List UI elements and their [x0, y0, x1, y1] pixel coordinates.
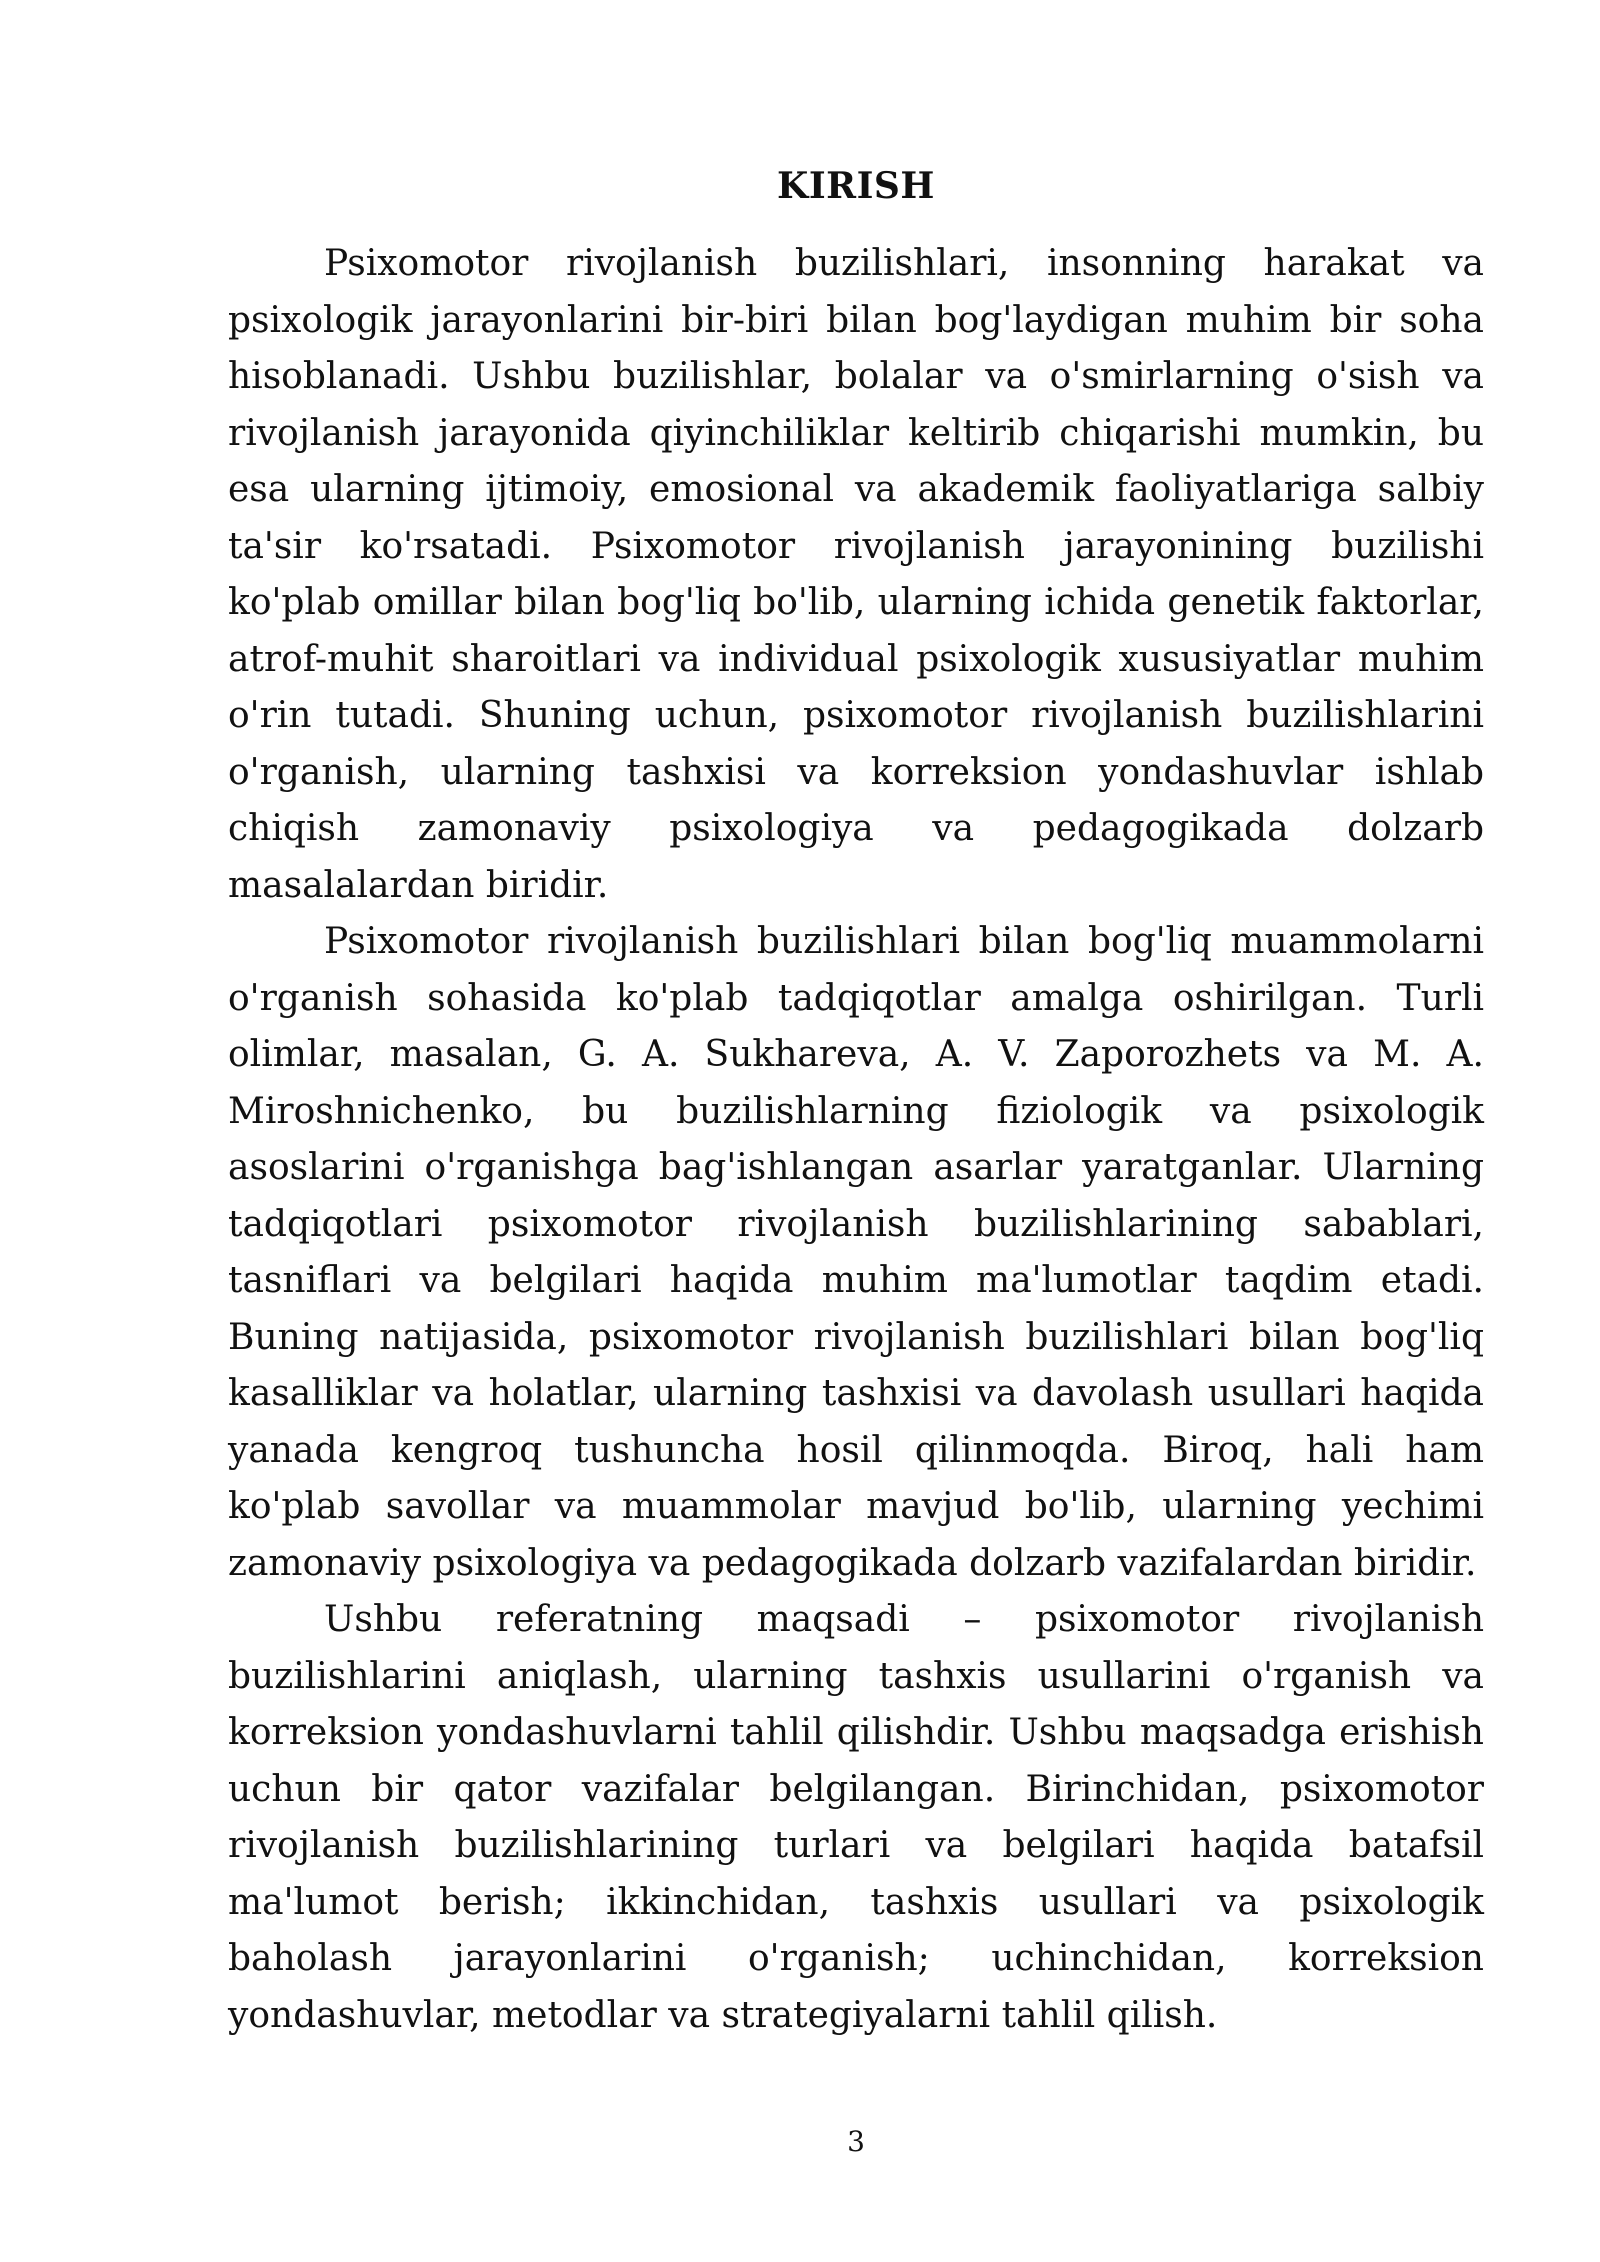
paragraph-2: Psixomotor rivojlanish buzilishlari bilan bog'liq muammolarni o'rganish sohasida ko'plab tadqiqotlar amalga oshirilgan. Turli olimlar, masalan, G. A. Sukhareva, A. V. Zaporozhets va M. A. Miroshnichenko, bu buzilishlarning fiziologik va psixologik asoslarini o'rganishga bag'ishlangan asarlar yaratganlar. Ularning tadqiqotlari psixomotor rivojlanish buzilishlarining sabablari, tasniflari va belgilari haqida muhim ma'lumotlar taqdim etadi. Buning natijasida, psixomotor rivojlanish buzilishlari bilan bog'liq kasalliklar va holatlar, ularning tashxisi va davolash usullari haqida yanada kengroq tushuncha hosil qilinmoqda. Biroq, hali ham ko'plab savollar va muammolar mavjud bo'lib, ularning yechimi zamonaviy psixologiya va pedagogikada dolzarb vazifalardan biridir. — [228, 921, 1484, 1584]
page-title: KIRISH — [777, 165, 935, 207]
paragraph-3: Ushbu referatning maqsadi – psixomotor rivojlanish buzilishlarini aniqlash, ularning tashxis usullarini o'rganish va korreksion yondashuvlarni tahlil qilishdir. Ushbu maqsadga erishish uchun bir qator vazifalar belgilangan. Birinchidan, psixomotor rivojlanish buzilishlarining turlari va belgilari haqida batafsil ma'lumot berish; ikkinchidan, tashxis usullari va psixologik baholash jarayonlarini o'rganish; uchinchidan, korreksion yondashuvlar, metodlar va strategiyalarni tahlil qilish. — [228, 1599, 1484, 2036]
page-number: 3 — [847, 2125, 865, 2158]
page-content — [228, 158, 1484, 2044]
paragraph-1: Psixomotor rivojlanish buzilishlari, insonning harakat va psixologik jarayonlarini bir-biri bilan bog'laydigan muhim bir soha hisoblanadi. Ushbu buzilishlar, bolalar va o'smirlarning o'sish va rivojlanish jarayonida qiyinchiliklar keltirib chiqarishi mumkin, bu esa ularning ijtimoiy, emosional va akademik faoliyatlariga salbiy ta'sir ko'rsatadi. Psixomotor rivojlanish jarayonining buzilishi ko'plab omillar bilan bog'liq bo'lib, ularning ichida genetik faktorlar, atrof-muhit sharoitlari va individual psixologik xususiyatlar muhim o'rin tutadi. Shuning uchun, psixomotor rivojlanish buzilishlarini o'rganish, ularning tashxisi va korreksion yondashuvlar ishlab chiqish zamonaviy psixologiya va pedagogikada dolzarb masalalardan biridir. — [228, 243, 1484, 906]
